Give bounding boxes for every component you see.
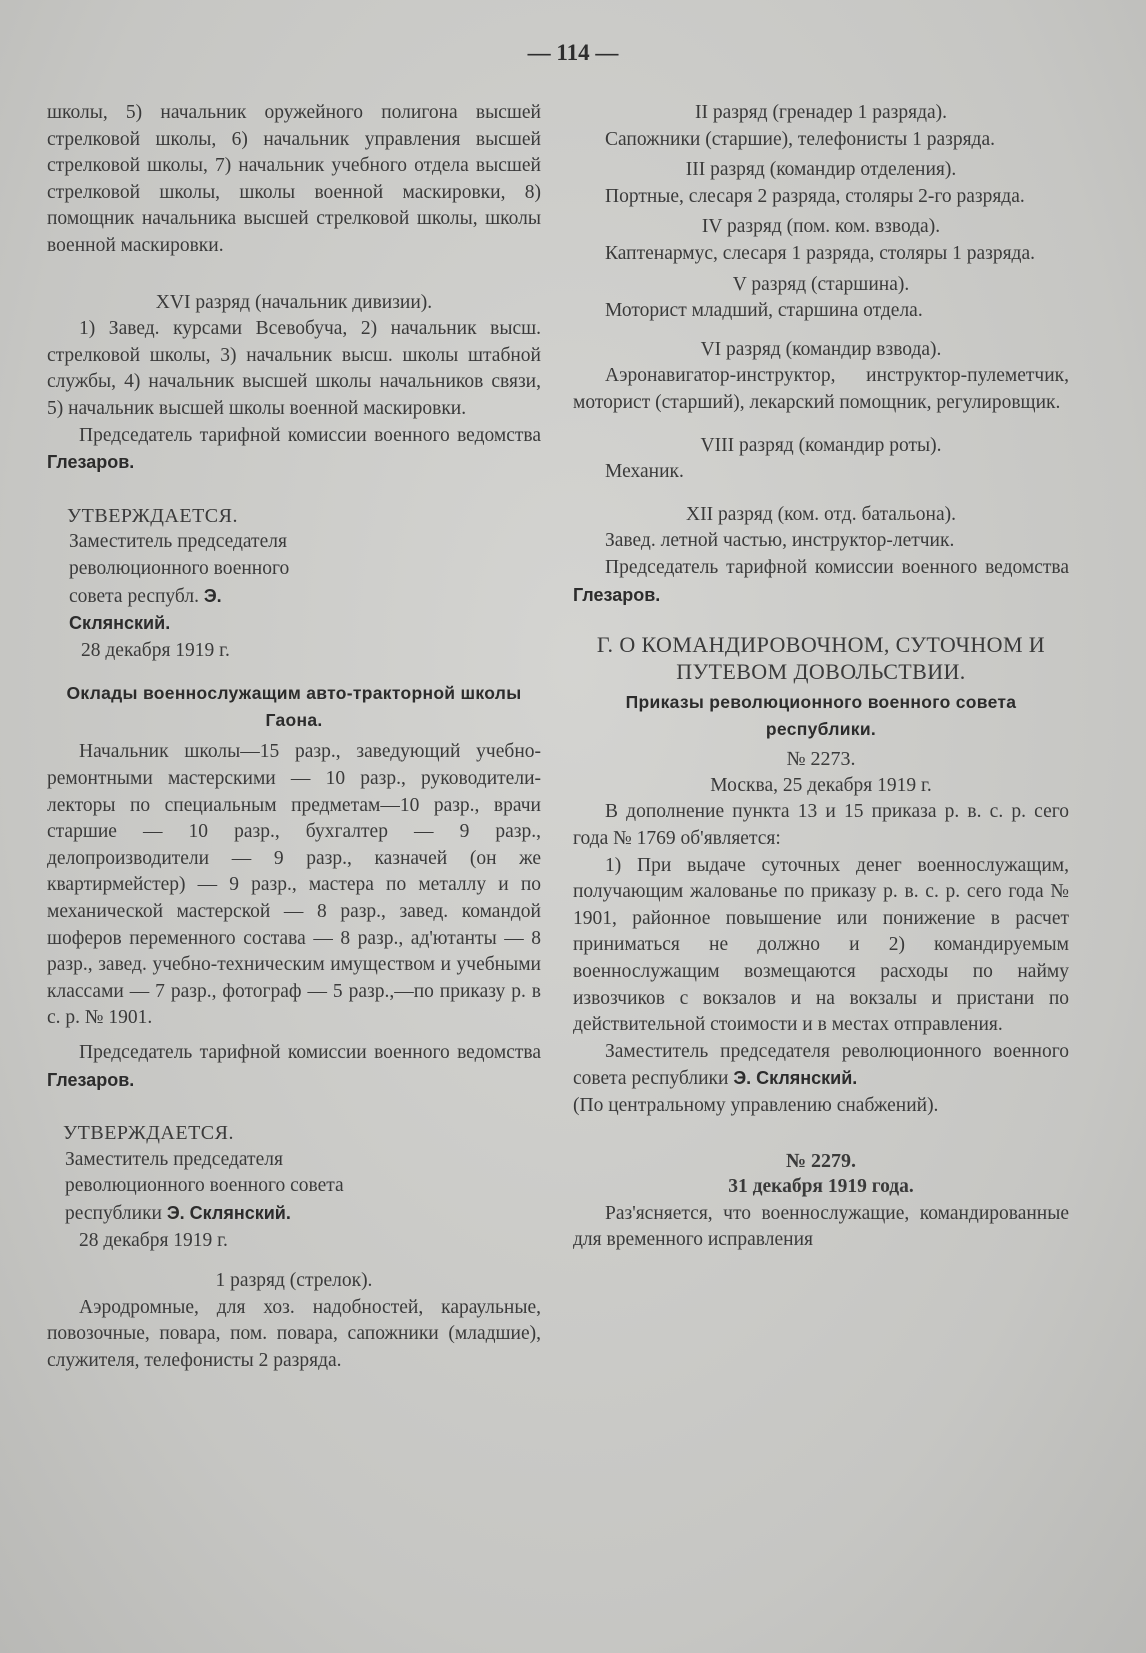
orders-title: Приказы революционного военного совета республики. [625, 692, 1017, 739]
paragraph: В дополнение пункта 13 и 15 приказа р. в. с. р. сего года № 1769 об'является: [573, 801, 1069, 850]
approval-heading: УТВЕРЖДАЕТСЯ. [63, 1122, 234, 1145]
order-date: Москва, 25 декабря 1919 г. [710, 774, 932, 796]
paragraph: школы, 5) начальник оружейного полигона высшей стрелковой школы, 6) начальник управления высшей стрелковой школы, 7) начальник учебного отдела высшей стрелковой школы, школы военной маскировки, 8) помощник начальника высшей стрелковой школы, школы военной маскировки. [47, 102, 541, 256]
signer-name: Э. Склянский. [69, 585, 222, 634]
rank-heading: XII разряд (ком. отд. батальона). [686, 503, 956, 525]
signer-name: Э. Склянский. [733, 1068, 858, 1089]
paragraph: Аэронавигатор-инструктор, инструктор-пулеметчик, моторист (старший), лекарский помощник, регулировщик. [573, 365, 1069, 413]
approval-heading: УТВЕРЖДАЕТСЯ. [67, 504, 238, 527]
left-column [47, 100, 541, 1375]
right-column [573, 100, 1069, 1254]
rank-heading: V разряд (старшина). [732, 273, 910, 295]
rank-heading: III разряд (командир отделения). [685, 159, 957, 181]
order-number: № 2273. [786, 748, 856, 771]
signature: Председатель тарифной комиссии военного ведомства Глезаров. [573, 556, 1069, 605]
paragraph: Завед. летной частью, инструктор-летчик. [605, 530, 955, 552]
note: (По центральному управлению снабжений). [573, 1095, 939, 1116]
paragraph: Начальник школы—15 разр., заведующий учебно-ремонтными мастерскими — 10 разр., руководители-лекторы по специальным предметам—10 разр., врачи старшие — 10 разр., бухгалтер — 9 разр., делопроизводители — 9 разр., казначей (он же квартирмейстер) — 9 разр., мастера по металлу и по механической мастерской — 8 разр., завед. командой шоферов переменного состава — 8 разр., ад'ютанты — 8 разр., завед. учебно-техническим имуществом и учебными классами — 7 разр., фотограф — 5 разр.,—по приказу р. в с. р. № 1901. [47, 741, 541, 1029]
page-number: — 114 — [527, 40, 619, 65]
order-date: 31 декабря 1919 года. [728, 1176, 914, 1198]
paragraph: Моторист младший, старшина отдела. [605, 300, 923, 322]
signature: Заместитель председателя революционного военного совета республики Э. Склянский. [65, 1148, 344, 1224]
rank-heading: VI разряд (командир взвода). [700, 338, 942, 360]
signer-name: Э. Склянский. [166, 1202, 291, 1223]
paragraph: Раз'ясняется, что военнослужащие, командированные для временного исправления [573, 1202, 1069, 1251]
paragraph: Портные, слесаря 2 разряда, столяры 2-го разряда. [605, 185, 1025, 207]
rank-heading: VIII разряд (командир роты). [700, 434, 942, 456]
signer-name: Глезаров. [573, 584, 661, 605]
paragraph: 1) При выдаче суточных денег военнослужащим, получающим жалованье по приказу р. в. с. р. сего года № 1901, районное повышение или понижение в расчет приниматься не должно и 2) командируемым военнослужащим возмещаются расходы по найму извозчиков с вокзалов и на вокзалы и пристани по действительной стоимости и в местах отправления. [573, 854, 1069, 1036]
rank-heading: 1 разряд (стрелок). [215, 1270, 373, 1292]
rank-heading: IV разряд (пом. ком. взвода). [701, 216, 941, 238]
rank-heading: XVI разряд (начальник дивизии). [155, 291, 433, 313]
date: 28 декабря 1919 г. [79, 1229, 228, 1251]
section-title: Г. О КОМАНДИРОВОЧНОМ, СУТОЧНОМ И ПУТЕВОМ ДОВОЛЬСТВИИ. [596, 632, 1046, 685]
date: 28 декабря 1919 г. [81, 639, 230, 661]
paragraph: Каптенармус, слесаря 1 разряда, столяры 1 разряда. [605, 242, 1035, 264]
signature: Председатель тарифной комиссии военного ведомства Глезаров. [47, 1042, 541, 1090]
order-number: № 2279. [785, 1149, 857, 1172]
signer-name: Глезаров. [47, 1069, 135, 1090]
signature: Председатель тарифной комиссии военного ведомства Глезаров. [47, 424, 541, 473]
paragraph: 1) Завед. курсами Всевобуча, 2) начальник высш. стрелковой школы, 3) начальник высш. школы штабной службы, 4) начальник высшей школы начальников связи, 5) начальник высшей школы военной маскировки. [47, 318, 541, 419]
rank-heading: II разряд (гренадер 1 разряда). [694, 102, 948, 123]
section-subtitle: Оклады военнослужащим авто-тракторной школы Гаона. [66, 683, 522, 730]
paragraph: Сапожники (старшие), телефонисты 1 разряда. [605, 128, 996, 150]
signer-name: Глезаров. [47, 452, 135, 473]
signature: Заместитель председателя революционного военного совета республ. Э. Склянский. [69, 531, 290, 634]
paragraph: Механик. [605, 461, 684, 483]
signature: Заместитель председателя революционного военного совета республики Э. Склянский. [573, 1040, 1069, 1090]
paragraph: Аэродромные, для хоз. надобностей, караульные, повозочные, повара, пом. повара, сапожники (младшие), служителя, телефонисты 2 разряда. [47, 1296, 541, 1371]
